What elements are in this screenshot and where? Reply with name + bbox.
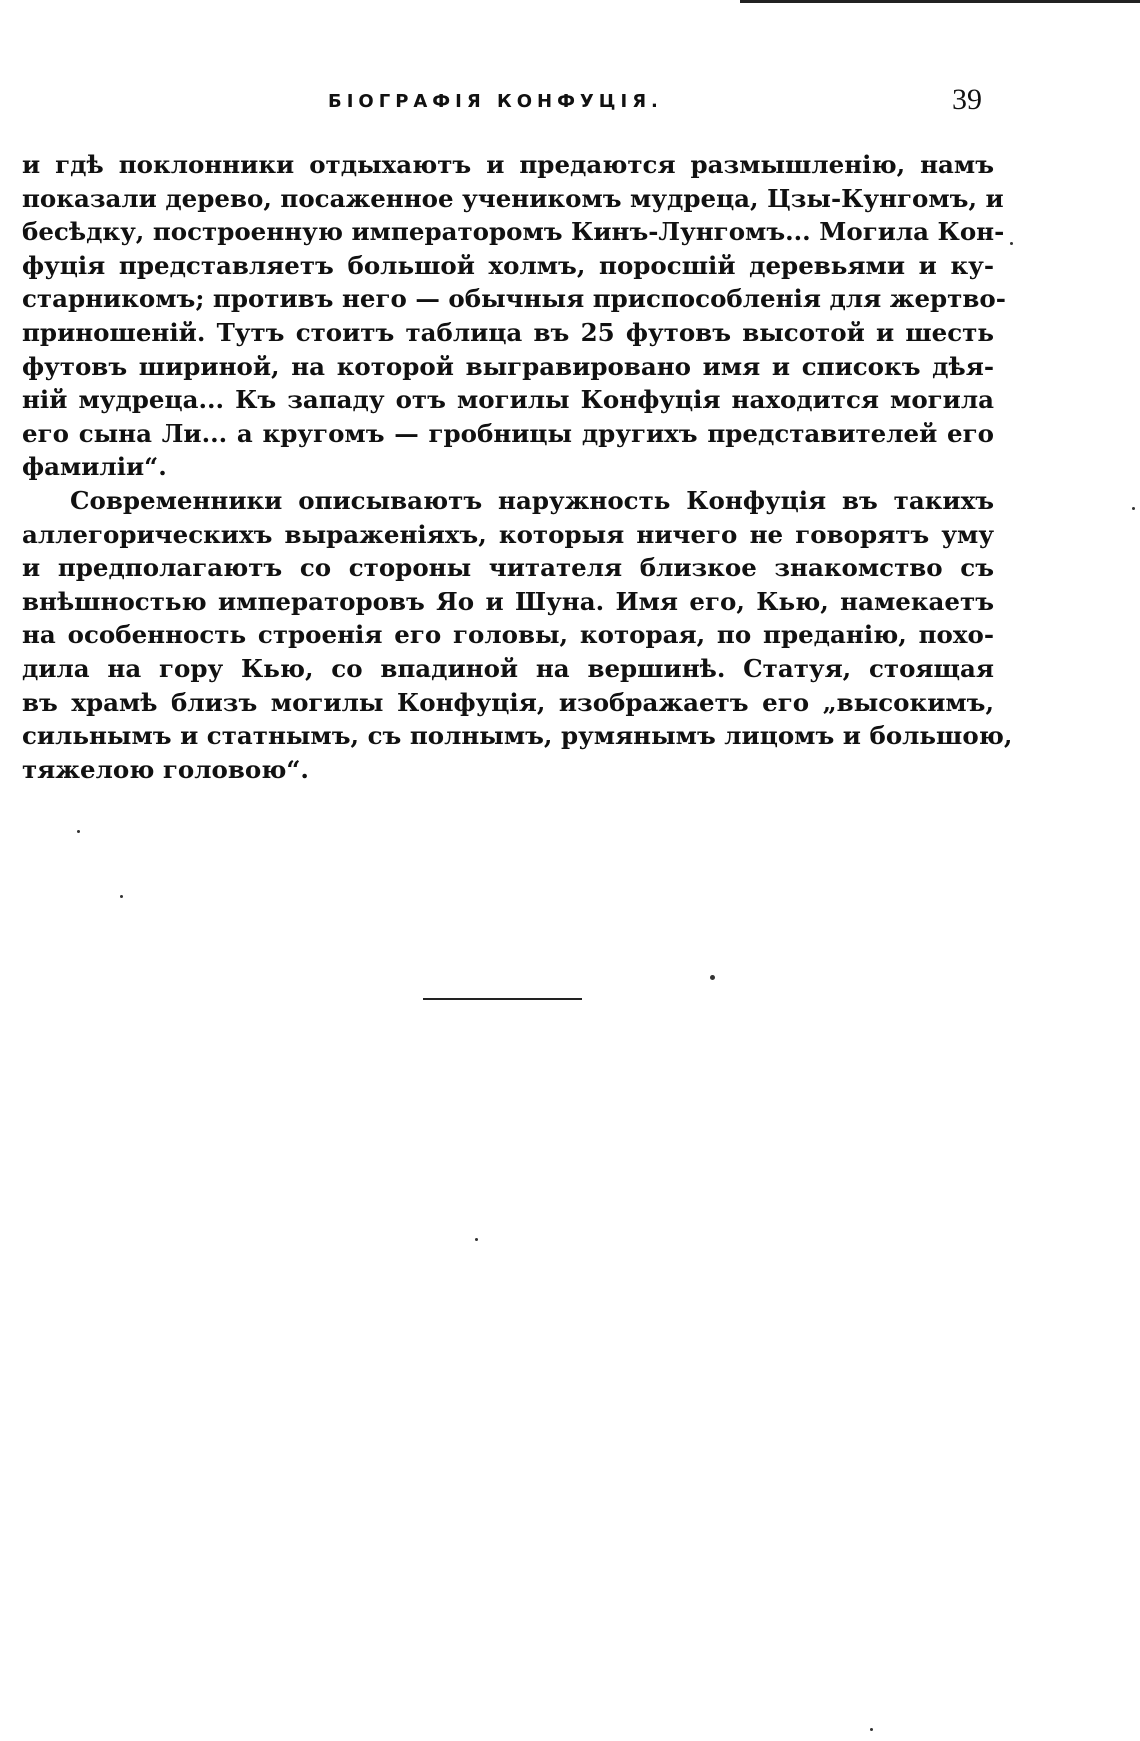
scan-speck bbox=[475, 1238, 478, 1241]
text-line: приношеній. Тутъ стоитъ таблица въ 25 футовъ высотой и шесть bbox=[22, 317, 994, 347]
text-line: старникомъ; противъ него — обычныя приспособленія для жертво- bbox=[22, 284, 1006, 314]
text-line: и гдѣ поклонники отдыхаютъ и предаются размышленію, намъ bbox=[22, 150, 994, 179]
text-line: фуція представляетъ большой холмъ, поросшій деревьями и ку- bbox=[22, 250, 994, 280]
text-line: его сына Ли... а кругомъ — гробницы другихъ представителей его bbox=[22, 418, 994, 448]
body-text bbox=[22, 148, 1013, 786]
section-end-rule bbox=[423, 998, 582, 1000]
text-line: Современники описываютъ наружность Конфуція въ такихъ bbox=[70, 485, 994, 515]
scan-speck bbox=[120, 895, 123, 898]
scan-speck bbox=[1132, 507, 1135, 510]
text-line: бесѣдку, построенную императоромъ Кинъ-Лунгомъ... Могила Кон- bbox=[22, 217, 1005, 247]
text-line: и предполагаютъ со стороны читателя близкое знакомство съ bbox=[22, 553, 994, 583]
text-line: показали дерево, посаженное ученикомъ мудреца, Цзы-Кунгомъ, и bbox=[22, 183, 1004, 213]
scan-speck bbox=[710, 975, 715, 980]
running-title: БІОГРАФІЯ КОНФУЦІЯ. bbox=[328, 91, 663, 112]
top-border-line bbox=[740, 0, 1140, 3]
text-line: въ храмѣ близъ могилы Конфуція, изображаетъ его „высокимъ, bbox=[22, 687, 994, 717]
text-line: внѣшностью императоровъ Яо и Шуна. Имя его, Кью, намекаетъ bbox=[22, 586, 994, 616]
paragraph-2 bbox=[22, 484, 1013, 786]
text-line: фамиліи“. bbox=[22, 452, 167, 482]
text-line: ній мудреца... Къ западу отъ могилы Конфуція находится могила bbox=[22, 385, 994, 415]
paragraph-1 bbox=[22, 148, 1006, 484]
text-line: дила на гору Кью, со впадиной на вершинѣ. Статуя, стоящая bbox=[22, 653, 994, 683]
scan-speck bbox=[870, 1728, 873, 1731]
text-line: на особенность строенія его головы, которая, по преданію, похо- bbox=[22, 620, 994, 650]
running-header bbox=[0, 83, 1140, 123]
text-line: тяжелою головою“. bbox=[22, 754, 309, 784]
scan-speck bbox=[1010, 242, 1013, 245]
page-number: 39 bbox=[952, 83, 982, 116]
scan-speck bbox=[77, 830, 80, 833]
text-line: футовъ шириной, на которой выгравировано имя и списокъ дѣя- bbox=[22, 351, 994, 381]
text-line: сильнымъ и статнымъ, съ полнымъ, румянымъ лицомъ и большою, bbox=[22, 721, 1013, 751]
text-line: аллегорическихъ выраженіяхъ, которыя ничего не говорятъ уму bbox=[22, 519, 994, 549]
